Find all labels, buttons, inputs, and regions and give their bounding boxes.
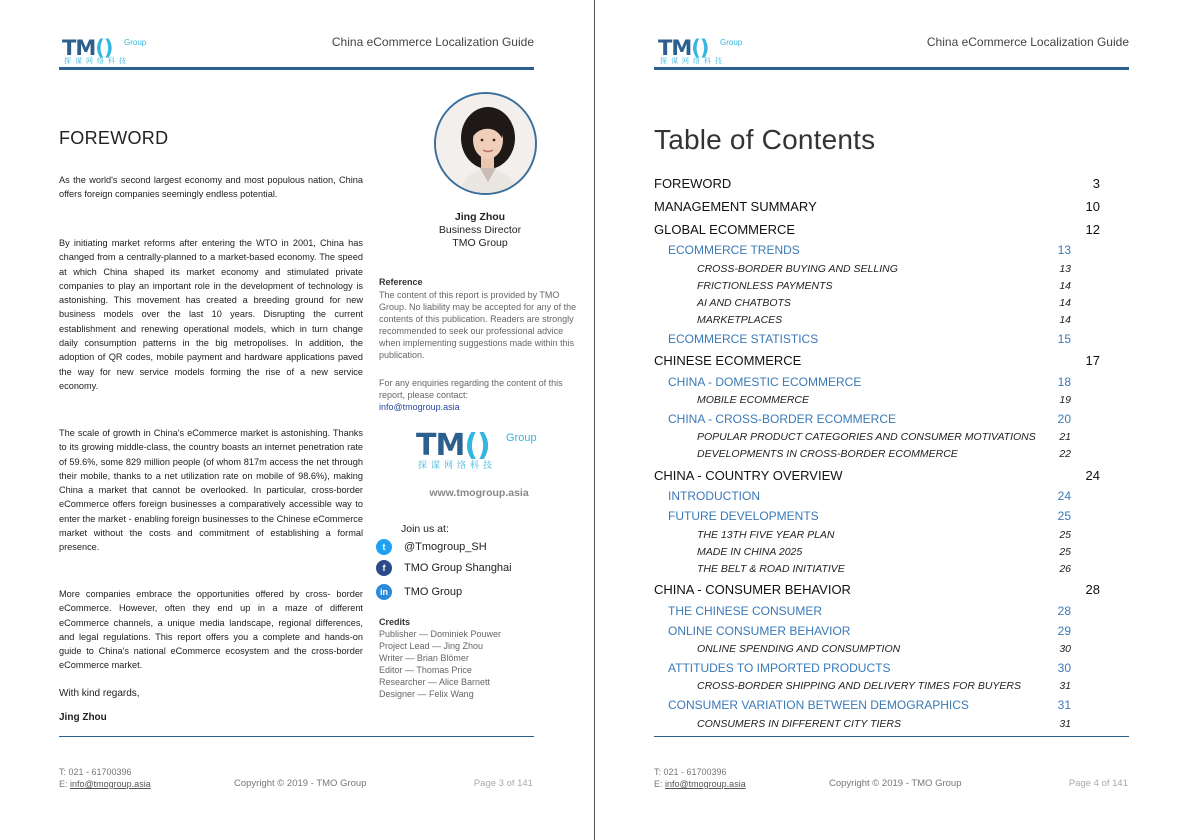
tmo-logo: [62, 34, 157, 68]
enquiry-block: [379, 377, 579, 413]
author-role: Business Director: [438, 224, 522, 236]
toc-entry-label: ECOMMERCE STATISTICS: [668, 332, 819, 346]
toc-entry-label: THE 13TH FIVE YEAR PLAN: [697, 529, 835, 541]
paragraph: As the world's second largest economy and most populous nation, China offers foreign companies seemingly endless potential.: [59, 175, 363, 200]
logo-mark: TM(): [658, 36, 709, 60]
toc-entry-label: CROSS-BORDER SHIPPING AND DELIVERY TIMES FOR BUYERS: [697, 680, 1022, 692]
toc-entry[interactable]: [654, 468, 1100, 483]
credits-label: Credits: [379, 617, 411, 627]
toc-entry-page: 14: [1059, 297, 1071, 309]
logo-group-text: Group: [506, 432, 537, 444]
toc-entry[interactable]: [654, 546, 1100, 558]
footer-rule: [654, 736, 1129, 737]
toc-entry-label: MANAGEMENT SUMMARY: [654, 199, 817, 214]
toc-entry[interactable]: [654, 280, 1100, 292]
toc-entry-label: ONLINE SPENDING AND CONSUMPTION: [697, 643, 901, 655]
toc-entry[interactable]: [654, 431, 1100, 443]
toc-entry[interactable]: [654, 661, 1100, 675]
social-facebook[interactable]: [376, 560, 512, 576]
toc-entry-label: GLOBAL ECOMMERCE: [654, 222, 796, 237]
toc-entry[interactable]: [654, 489, 1100, 503]
footer-copyright: Copyright © 2019 - TMO Group: [234, 778, 367, 789]
social-twitter[interactable]: [376, 539, 487, 555]
toc-entry[interactable]: [654, 529, 1100, 541]
facebook-icon: f: [376, 560, 392, 576]
toc-entry-page: 25: [1059, 529, 1071, 541]
toc-entry-page: 25: [1059, 546, 1071, 558]
social-label: TMO Group: [404, 586, 463, 598]
toc-entry[interactable]: [654, 297, 1100, 309]
credit-line: Designer — Felix Wang: [379, 689, 474, 699]
header-rule: [654, 67, 1129, 70]
toc-entry-label: ONLINE CONSUMER BEHAVIOR: [668, 624, 851, 638]
toc-entry[interactable]: [654, 263, 1100, 275]
toc-entry-label: POPULAR PRODUCT CATEGORIES AND CONSUMER MOTIVATIONS: [697, 431, 1036, 443]
footer-page-number: Page 4 of 141: [1068, 778, 1128, 789]
portrait-illustration: [436, 94, 537, 195]
toc-entry[interactable]: [654, 643, 1100, 655]
toc-entry[interactable]: [654, 698, 1100, 712]
social-linkedin[interactable]: [376, 584, 462, 600]
toc-entry-label: CONSUMER VARIATION BETWEEN DEMOGRAPHICS: [668, 698, 969, 712]
author-organization: TMO Group: [452, 237, 508, 249]
toc-entry-page: 25: [1057, 509, 1071, 523]
toc-entry[interactable]: [654, 243, 1100, 257]
social-label: @Tmogroup_SH: [404, 541, 487, 553]
toc-entry-label: THE CHINESE CONSUMER: [668, 604, 823, 618]
toc-entry-page: 13: [1059, 263, 1071, 275]
toc-entry[interactable]: [654, 353, 1100, 368]
website-link[interactable]: www.tmogroup.asia: [429, 487, 529, 499]
toc-entry[interactable]: [654, 222, 1100, 237]
toc-entry-page: 31: [1057, 698, 1071, 712]
toc-entry-label: ATTITUDES TO IMPORTED PRODUCTS: [668, 661, 891, 675]
toc-entry-page: 28: [1085, 582, 1100, 597]
toc-entry-label: DEVELOPMENTS IN CROSS-BORDER ECOMMERCE: [697, 448, 958, 460]
author-name: Jing Zhou: [454, 211, 506, 223]
footer-rule: [59, 736, 534, 737]
closing-regards: With kind regards,: [59, 688, 140, 699]
toc-entry-page: 12: [1085, 222, 1100, 237]
toc-entry[interactable]: [654, 199, 1100, 214]
toc-entry-page: 13: [1057, 243, 1071, 257]
logo-chinese-text: 探谋网络科技: [64, 58, 130, 65]
toc-entry-page: 30: [1059, 643, 1071, 655]
toc-entry[interactable]: [654, 718, 1100, 730]
toc-entry-page: 21: [1059, 431, 1071, 443]
logo-mark: TM(): [416, 428, 490, 463]
credit-line: Editor — Thomas Price: [379, 665, 472, 675]
toc-entry-page: 20: [1057, 412, 1071, 426]
logo-mark: TM(): [62, 36, 113, 60]
reference-text: The content of this report is provided by TMO Group. No liability may be accepted for any of the contents of this publication. Readers are strongly recommended to seek our professional advice when implementing suggestions made within this publication.: [379, 290, 577, 360]
toc-entry[interactable]: [654, 563, 1100, 575]
credit-line: Project Lead — Jing Zhou: [379, 641, 484, 651]
tmo-logo: [658, 34, 753, 68]
toc-entry-label: FOREWORD: [654, 176, 732, 191]
running-head: China eCommerce Localization Guide: [331, 35, 534, 49]
toc-entry-page: 10: [1085, 199, 1100, 214]
logo-chinese-text: 探谋网络科技: [660, 58, 726, 65]
toc-entry-page: 3: [1092, 176, 1100, 191]
footer-copyright: Copyright © 2019 - TMO Group: [829, 778, 962, 789]
signature-name: Jing Zhou: [59, 712, 107, 723]
footer-email-link[interactable]: info@tmogroup.asia: [70, 779, 151, 789]
author-portrait: [434, 92, 537, 195]
toc-entry[interactable]: [654, 582, 1100, 597]
toc-entry-page: 31: [1059, 680, 1071, 692]
toc-entry-page: 18: [1057, 375, 1071, 389]
toc-entry-label: MADE IN CHINA 2025: [697, 546, 803, 558]
toc-entry-page: 15: [1057, 332, 1071, 346]
toc-entry-label: MARKETPLACES: [697, 314, 783, 326]
footer-contact: T: 021 - 61700396 E: info@tmogroup.asia: [59, 767, 151, 789]
toc-entry[interactable]: [654, 332, 1100, 346]
toc-entry[interactable]: [654, 680, 1100, 692]
linkedin-icon: in: [376, 584, 392, 600]
toc-entry[interactable]: [654, 394, 1100, 406]
credits-list: [379, 628, 579, 700]
toc-entry-page: 26: [1059, 563, 1071, 575]
reference-label: Reference: [379, 277, 423, 287]
toc-entry-label: CHINA - DOMESTIC ECOMMERCE: [668, 375, 862, 389]
paragraph: More companies embrace the opportunities offered by cross- border eCommerce. However, often they end up in a maze of different eCommerce channels, a unique media landscape, regional differences, and legal regulations. This report offers you a complete and hands-on guide to China's national eCommerce ecosystem and the cross-border eCommerce market.: [59, 589, 363, 671]
toc-entry-label: CROSS-BORDER BUYING AND SELLING: [697, 263, 898, 275]
toc-entry-label: INTRODUCTION: [668, 489, 760, 503]
credit-line: Publisher — Dominiek Pouwer: [379, 629, 502, 639]
toc-entry-label: CHINA - CROSS-BORDER ECOMMERCE: [668, 412, 897, 426]
tmo-logo-large: [416, 428, 546, 472]
footer-email-link[interactable]: info@tmogroup.asia: [665, 779, 746, 789]
toc-entry-page: 24: [1085, 468, 1100, 483]
toc-entry-page: 31: [1059, 718, 1071, 730]
toc-entry[interactable]: [654, 604, 1100, 618]
page-right: [595, 0, 1188, 840]
social-label: TMO Group Shanghai: [404, 562, 512, 574]
toc-entry-label: MOBILE ECOMMERCE: [697, 394, 810, 406]
toc-entry-label: FUTURE DEVELOPMENTS: [668, 509, 819, 523]
toc-entry-label: THE BELT & ROAD INITIATIVE: [697, 563, 845, 575]
enquiry-email-link[interactable]: info@tmogroup.asia: [379, 402, 460, 412]
running-head: China eCommerce Localization Guide: [926, 35, 1129, 49]
logo-chinese-text: 探谋网络科技: [418, 460, 497, 470]
toc-entry-label: CONSUMERS IN DIFFERENT CITY TIERS: [697, 718, 901, 730]
logo-group-text: Group: [720, 38, 743, 47]
toc-entry-page: 14: [1059, 314, 1071, 326]
page-title: Table of Contents: [654, 124, 876, 155]
toc-entry[interactable]: [654, 375, 1100, 389]
toc-entry-label: ECOMMERCE TRENDS: [668, 243, 800, 257]
toc-entry[interactable]: [654, 509, 1100, 523]
enquiry-text: For any enquiries regarding the content of this report, please contact:: [379, 378, 563, 400]
toc-entry-label: CHINA - CONSUMER BEHAVIOR: [654, 582, 851, 597]
toc-entry[interactable]: [654, 624, 1100, 638]
toc-entry-label: FRICTIONLESS PAYMENTS: [697, 280, 833, 292]
toc-entry-page: 28: [1057, 604, 1071, 618]
toc-entry-page: 14: [1059, 280, 1071, 292]
paragraph: By initiating market reforms after entering the WTO in 2001, China has changed from a centrally-planned to a market-based economy. The speed at which China shaped its market economy and stimulated private companies to play an important role in the development of technology is astonishing. This movement has created a breeding ground for new business models over the last 10 years. Disrupting the current establishment and renewing operational models, which in turn change daily consumption patterns in the big metropolises. In addition, the adoption of QR codes, mobile payment and hardware applications paved the way for new service models forming the rise of a new service economy.: [59, 238, 363, 391]
page-title: FOREWORD: [59, 128, 169, 148]
header-rule: [59, 67, 534, 70]
toc-entry-label: CHINA - COUNTRY OVERVIEW: [654, 468, 843, 483]
toc-entry[interactable]: [654, 412, 1100, 426]
toc-entry-label: AI AND CHATBOTS: [697, 297, 791, 309]
toc-entry-page: 17: [1085, 353, 1100, 368]
toc-entry-page: 29: [1057, 624, 1071, 638]
join-us-label: Join us at:: [401, 523, 449, 535]
footer-page-number: Page 3 of 141: [473, 778, 533, 789]
toc-entry[interactable]: [654, 314, 1100, 326]
toc-entry-page: 22: [1059, 448, 1071, 460]
toc-entry-page: 30: [1057, 661, 1071, 675]
toc-entry-label: CHINESE ECOMMERCE: [654, 353, 802, 368]
twitter-icon: t: [376, 539, 392, 555]
credit-line: Writer — Brian Blömer: [379, 653, 469, 663]
footer-phone: T: 021 - 61700396: [59, 767, 132, 777]
logo-group-text: Group: [124, 38, 147, 47]
toc-entry[interactable]: [654, 176, 1100, 191]
toc-entry[interactable]: [654, 448, 1100, 460]
paragraph: The scale of growth in China's eCommerce market is astonishing. Thanks to its growing middle-class, the country boasts an internet penetration rate of 59.6%, some 829 million people (of whom 817m access the net through their mobile, thanks to a net utilization rate on mobile of 98.6%), making China a market that cannot be overlooked. In particular, cross-border eCommerce offers foreign businesses a comparatively accessible way to enter the market - enabling foreign businesses to the Chinese eCommerce market without the costs and commitment of establishing a formal presence.: [59, 428, 363, 553]
footer-contact: T: 021 - 61700396 E: info@tmogroup.asia: [654, 767, 746, 789]
footer-phone: T: 021 - 61700396: [654, 767, 727, 777]
credit-line: Researcher — Alice Barnett: [379, 677, 491, 687]
toc-entry-page: 19: [1059, 394, 1071, 406]
toc-entry-page: 24: [1057, 489, 1071, 503]
